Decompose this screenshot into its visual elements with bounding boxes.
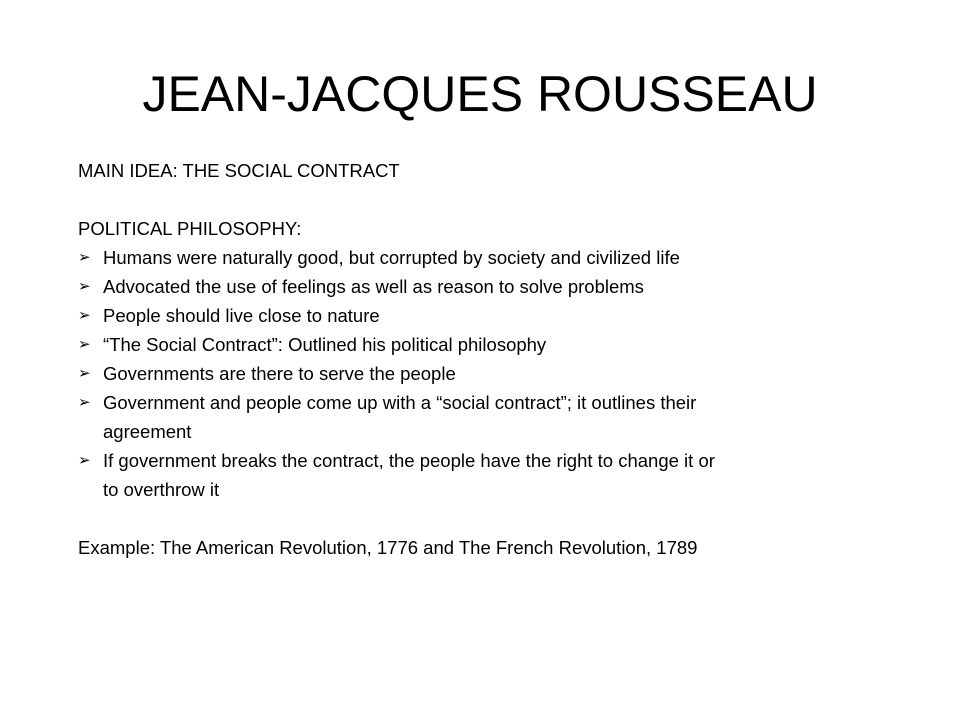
bullet-item [78, 359, 898, 388]
bullet-text: Humans were naturally good, but corrupted by society and civilized life [103, 247, 680, 268]
bullet-text-continuation: agreement [103, 421, 192, 442]
main-idea-text: MAIN IDEA: THE SOCIAL CONTRACT [78, 160, 400, 181]
bullet-text: Government and people come up with a “social contract”; it outlines their [103, 392, 697, 413]
arrow-bullet-icon: ➢ [78, 278, 91, 295]
spacer [78, 185, 898, 214]
bullet-text: “The Social Contract”: Outlined his political philosophy [103, 334, 547, 355]
bullet-list [78, 243, 898, 504]
bullet-item [78, 330, 898, 359]
arrow-bullet-icon: ➢ [78, 336, 91, 353]
bullet-item [78, 272, 898, 301]
arrow-bullet-icon: ➢ [78, 249, 91, 266]
bullet-item [78, 388, 898, 446]
bullet-text: Advocated the use of feelings as well as reason to solve problems [103, 276, 644, 297]
bullet-text: Governments are there to serve the people [103, 363, 456, 384]
bullet-item [78, 446, 898, 504]
bullet-text-continuation: to overthrow it [103, 479, 220, 500]
arrow-bullet-icon: ➢ [78, 365, 91, 382]
bullet-item [78, 301, 898, 330]
political-philosophy-heading: POLITICAL PHILOSOPHY: [78, 218, 302, 239]
arrow-bullet-icon: ➢ [78, 307, 91, 324]
bullet-item [78, 243, 898, 272]
slide-title: JEAN-JACQUES ROUSSEAU [142, 66, 818, 122]
spacer [78, 504, 898, 533]
bullet-text: If government breaks the contract, the people have the right to change it or [103, 450, 715, 471]
slide-body [78, 156, 898, 562]
example-text: Example: The American Revolution, 1776 and The French Revolution, 1789 [78, 537, 698, 558]
arrow-bullet-icon: ➢ [78, 394, 91, 411]
bullet-text: People should live close to nature [103, 305, 380, 326]
arrow-bullet-icon: ➢ [78, 452, 91, 469]
